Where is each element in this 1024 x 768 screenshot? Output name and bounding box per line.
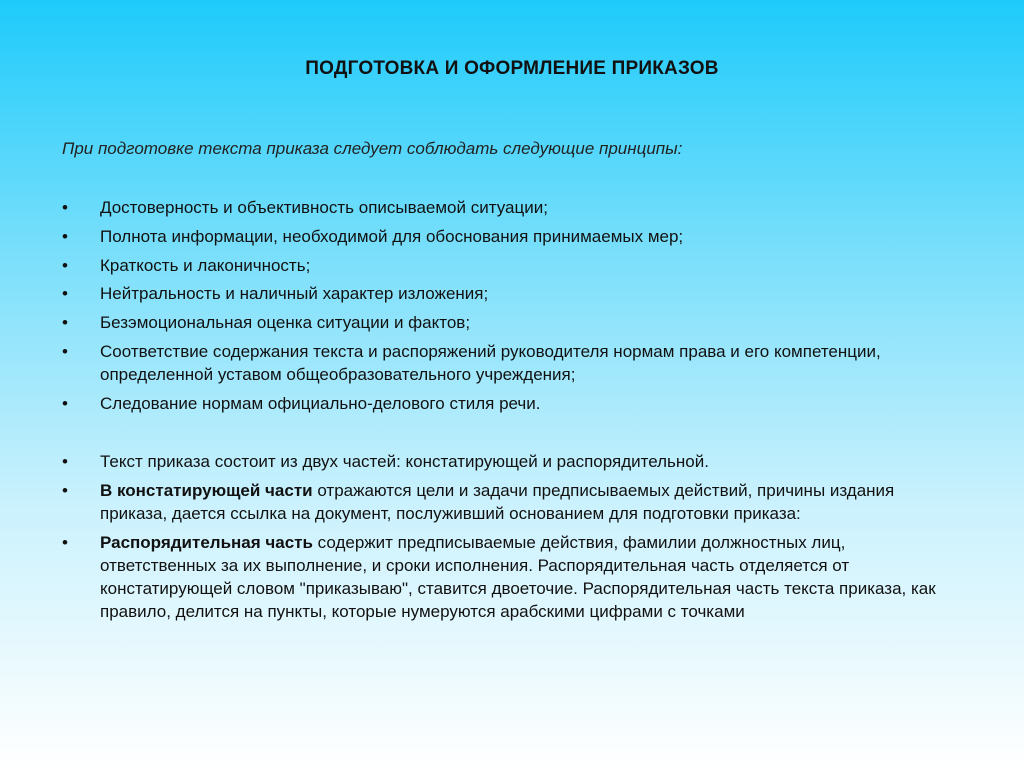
bullet-icon: • xyxy=(62,284,68,304)
bullet-icon: • xyxy=(62,313,68,333)
list-item xyxy=(62,479,962,525)
bullet-icon: • xyxy=(62,532,68,552)
principles-list xyxy=(62,196,962,421)
bullet-icon: • xyxy=(62,452,68,471)
list-item-text: Достоверность и объективность описываемой ситуации; xyxy=(100,198,548,217)
list-item xyxy=(62,340,962,386)
bullet-icon: • xyxy=(62,226,68,246)
intro-text: При подготовке текста приказа следует соблюдать следующие принципы: xyxy=(62,139,683,158)
list-item-text: содержит предписываемые действия, фамилии должностных лиц, ответственных за их выполнение, и сроки исполнения. Распорядительная часть отделяется от констатирующей словом "приказываю", ставится двоеточие. Распорядительная часть текста приказа, как правило, делится на пункты, которые нумеруются арабскими цифрами с точками xyxy=(100,532,936,621)
list-item xyxy=(62,531,962,623)
bullet-icon: • xyxy=(62,255,68,275)
list-item xyxy=(62,282,962,305)
list-item-text: Следование нормам официально-делового стиля речи. xyxy=(100,393,541,413)
list-item-text: Соответствие содержания текста и распоряжений руководителя нормам права и его компетенции, определенной уставом общеобразовательного учреждения; xyxy=(100,341,881,384)
bullet-icon: • xyxy=(62,480,68,500)
bullet-icon: • xyxy=(62,198,68,217)
list-item xyxy=(62,450,962,473)
list-item-text: Краткость и лаконичность; xyxy=(100,255,311,275)
list-item-text: Полнота информации, необходимой для обоснования принимаемых мер; xyxy=(100,226,684,246)
list-item-bold: Распорядительная часть xyxy=(100,532,313,552)
slide-title: ПОДГОТОВКА И ОФОРМЛЕНИЕ ПРИКАЗОВ xyxy=(305,58,719,79)
list-item-text: Безэмоциональная оценка ситуации и фактов; xyxy=(100,313,471,333)
bullet-icon: • xyxy=(62,341,68,361)
list-item xyxy=(62,196,962,219)
list-item xyxy=(62,225,962,248)
list-item-bold: В констатирующей части xyxy=(100,480,313,500)
list-item-text: отражаются цели и задачи предписываемых действий, причины издания приказа, дается ссылка на документ, послуживший основанием для подготовки приказа: xyxy=(100,480,895,523)
bullet-icon: • xyxy=(62,393,68,413)
structure-list xyxy=(62,450,962,628)
list-item xyxy=(62,392,962,415)
list-item-text: Нейтральность и наличный характер изложения; xyxy=(100,284,489,304)
list-item-text: Текст приказа состоит из двух частей: констатирующей и распорядительной. xyxy=(100,452,709,471)
list-item xyxy=(62,311,962,334)
list-item xyxy=(62,254,962,277)
